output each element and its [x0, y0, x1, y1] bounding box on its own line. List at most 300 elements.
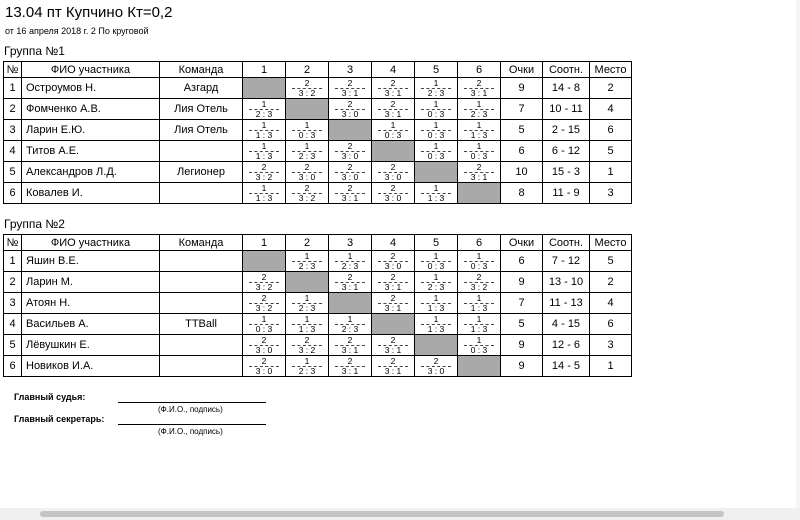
match-score: [243, 315, 285, 334]
points-total: 10: [501, 162, 543, 183]
match-result-cell: [372, 356, 415, 377]
match-result-cell: [458, 272, 501, 293]
match-sets: 3 : 0: [378, 261, 408, 271]
match-result-cell: [329, 78, 372, 99]
match-sets: 0 : 3: [421, 130, 451, 140]
match-score: [286, 79, 328, 98]
match-result-cell: [372, 293, 415, 314]
match-score: [243, 184, 285, 203]
set-ratio: 15 - 3: [543, 162, 590, 183]
match-sets: 0 : 3: [421, 261, 451, 271]
match-points: 2: [476, 271, 482, 282]
match-result-cell: [372, 162, 415, 183]
match-result-cell: [329, 272, 372, 293]
match-result-cell: [329, 314, 372, 335]
set-ratio: 11 - 13: [543, 293, 590, 314]
match-points: 2: [347, 77, 353, 88]
points-total: 8: [501, 183, 543, 204]
final-place: 4: [590, 99, 632, 120]
match-sets: 3 : 1: [378, 88, 408, 98]
match-sets: 3 : 1: [335, 345, 365, 355]
match-points: 1: [304, 292, 310, 303]
match-score: [286, 142, 328, 161]
match-result-cell: [329, 335, 372, 356]
match-score: [415, 79, 457, 98]
match-sets: 3 : 1: [378, 109, 408, 119]
column-header: 3: [329, 235, 372, 251]
match-score: [372, 357, 414, 376]
self-match-cell: [372, 141, 415, 162]
match-result-cell: [286, 293, 329, 314]
set-ratio: 6 - 12: [543, 141, 590, 162]
match-sets: 0 : 3: [421, 109, 451, 119]
participant-name: Титов А.Е.: [22, 141, 160, 162]
match-score: [243, 273, 285, 292]
set-ratio: 12 - 6: [543, 335, 590, 356]
match-result-cell: [415, 293, 458, 314]
self-match-cell: [243, 78, 286, 99]
match-result-cell: [243, 162, 286, 183]
row-number: 1: [4, 251, 22, 272]
match-points: 1: [433, 271, 439, 282]
match-result-cell: [415, 314, 458, 335]
table-row: [4, 314, 632, 335]
match-result-cell: [372, 251, 415, 272]
match-result-cell: [329, 183, 372, 204]
horizontal-scrollbar-thumb[interactable]: [40, 511, 724, 517]
column-header: Место: [590, 62, 632, 78]
points-total: 9: [501, 78, 543, 99]
self-match-cell: [329, 293, 372, 314]
match-result-cell: [286, 162, 329, 183]
match-result-cell: [243, 335, 286, 356]
match-sets: 2 : 3: [292, 303, 322, 313]
match-score: [372, 273, 414, 292]
table-row: [4, 356, 632, 377]
match-score: [286, 315, 328, 334]
team-name: TTBall: [160, 314, 243, 335]
match-score: [415, 357, 457, 376]
match-score: [458, 163, 500, 182]
column-header: Очки: [501, 235, 543, 251]
match-sets: 3 : 2: [249, 172, 279, 182]
final-place: 1: [590, 356, 632, 377]
secretary-signature-line: [118, 424, 266, 425]
match-sets: 3 : 0: [249, 366, 279, 376]
match-score: [458, 142, 500, 161]
match-result-cell: [415, 120, 458, 141]
match-points: 1: [347, 250, 353, 261]
match-sets: 3 : 2: [292, 345, 322, 355]
match-result-cell: [415, 272, 458, 293]
match-score: [372, 294, 414, 313]
points-total: 7: [501, 293, 543, 314]
match-sets: 3 : 2: [292, 88, 322, 98]
final-place: 6: [590, 314, 632, 335]
match-result-cell: [243, 356, 286, 377]
self-match-cell: [458, 183, 501, 204]
match-score: [329, 273, 371, 292]
team-name: [160, 141, 243, 162]
match-points: 1: [261, 98, 267, 109]
match-score: [458, 79, 500, 98]
match-points: 1: [476, 98, 482, 109]
table-row: [4, 183, 632, 204]
match-sets: 3 : 1: [378, 303, 408, 313]
match-result-cell: [286, 356, 329, 377]
page-title: 13.04 пт Купчино Кт=0,2: [5, 4, 173, 21]
match-result-cell: [243, 141, 286, 162]
row-number: 1: [4, 78, 22, 99]
match-result-cell: [372, 335, 415, 356]
match-score: [458, 121, 500, 140]
match-result-cell: [458, 78, 501, 99]
set-ratio: 13 - 10: [543, 272, 590, 293]
match-sets: 1 : 3: [421, 193, 451, 203]
match-sets: 1 : 3: [464, 303, 494, 313]
match-points: 1: [304, 355, 310, 366]
match-result-cell: [286, 251, 329, 272]
match-points: 2: [390, 182, 396, 193]
self-match-cell: [458, 356, 501, 377]
match-sets: 3 : 1: [464, 88, 494, 98]
row-number: 3: [4, 293, 22, 314]
header-row: [4, 235, 632, 251]
match-points: 1: [433, 119, 439, 130]
column-header: ФИО участника: [22, 235, 160, 251]
table-row: [4, 293, 632, 314]
match-result-cell: [415, 141, 458, 162]
column-header: Команда: [160, 235, 243, 251]
match-sets: 3 : 0: [335, 172, 365, 182]
match-points: 2: [476, 77, 482, 88]
match-score: [329, 184, 371, 203]
match-sets: 2 : 3: [335, 261, 365, 271]
secretary-hint: (Ф.И.О., подпись): [158, 427, 223, 436]
match-score: [372, 336, 414, 355]
column-header: Очки: [501, 62, 543, 78]
match-points: 2: [304, 77, 310, 88]
match-score: [458, 252, 500, 271]
column-header: 1: [243, 62, 286, 78]
team-name: [160, 251, 243, 272]
match-result-cell: [415, 183, 458, 204]
match-result-cell: [415, 356, 458, 377]
match-points: 1: [433, 98, 439, 109]
match-result-cell: [372, 120, 415, 141]
match-sets: 3 : 0: [335, 151, 365, 161]
set-ratio: 4 - 15: [543, 314, 590, 335]
match-points: 1: [433, 250, 439, 261]
row-number: 6: [4, 356, 22, 377]
match-points: 2: [390, 250, 396, 261]
column-header: Команда: [160, 62, 243, 78]
self-match-cell: [286, 272, 329, 293]
match-points: 1: [433, 77, 439, 88]
match-sets: 3 : 2: [249, 282, 279, 292]
match-result-cell: [458, 335, 501, 356]
match-points: 2: [304, 334, 310, 345]
match-score: [415, 315, 457, 334]
match-points: 2: [390, 355, 396, 366]
match-result-cell: [286, 314, 329, 335]
participant-name: Новиков И.А.: [22, 356, 160, 377]
match-points: 1: [304, 313, 310, 324]
match-score: [415, 252, 457, 271]
match-sets: 1 : 3: [421, 324, 451, 334]
header-row: [4, 62, 632, 78]
row-number: 6: [4, 183, 22, 204]
match-score: [372, 184, 414, 203]
match-sets: 0 : 3: [292, 130, 322, 140]
match-points: 2: [261, 334, 267, 345]
match-points: 2: [304, 161, 310, 172]
match-points: 1: [433, 292, 439, 303]
match-points: 2: [347, 98, 353, 109]
match-score: [286, 184, 328, 203]
match-score: [458, 294, 500, 313]
match-score: [329, 142, 371, 161]
table-row: [4, 251, 632, 272]
match-result-cell: [458, 251, 501, 272]
match-score: [329, 252, 371, 271]
match-score: [243, 100, 285, 119]
final-place: 3: [590, 183, 632, 204]
column-header: 1: [243, 235, 286, 251]
vertical-scrollbar[interactable]: [796, 0, 800, 508]
match-points: 1: [261, 182, 267, 193]
set-ratio: 10 - 11: [543, 99, 590, 120]
match-points: 2: [347, 161, 353, 172]
match-points: 1: [433, 140, 439, 151]
match-sets: 1 : 3: [249, 130, 279, 140]
participant-name: Ларин М.: [22, 272, 160, 293]
match-sets: 1 : 3: [464, 130, 494, 140]
points-total: 5: [501, 120, 543, 141]
match-sets: 3 : 2: [292, 193, 322, 203]
match-points: 1: [304, 119, 310, 130]
match-score: [243, 142, 285, 161]
match-points: 2: [433, 355, 439, 366]
points-total: 6: [501, 251, 543, 272]
team-name: Лия Отель: [160, 120, 243, 141]
match-score: [372, 252, 414, 271]
match-result-cell: [243, 183, 286, 204]
match-sets: 3 : 1: [335, 88, 365, 98]
match-score: [415, 100, 457, 119]
self-match-cell: [415, 162, 458, 183]
match-points: 2: [347, 271, 353, 282]
final-place: 5: [590, 141, 632, 162]
match-result-cell: [458, 120, 501, 141]
column-header: 4: [372, 235, 415, 251]
match-result-cell: [415, 99, 458, 120]
points-total: 9: [501, 335, 543, 356]
match-result-cell: [458, 314, 501, 335]
match-points: 2: [347, 355, 353, 366]
match-points: 1: [476, 313, 482, 324]
match-sets: 1 : 3: [421, 303, 451, 313]
match-sets: 3 : 1: [378, 345, 408, 355]
match-score: [286, 163, 328, 182]
match-sets: 0 : 3: [464, 151, 494, 161]
group-1-title: Группа №1: [4, 44, 65, 58]
final-place: 2: [590, 272, 632, 293]
column-header: 3: [329, 62, 372, 78]
match-sets: 2 : 3: [421, 282, 451, 292]
match-points: 2: [390, 271, 396, 282]
match-score: [458, 273, 500, 292]
match-result-cell: [372, 183, 415, 204]
match-sets: 3 : 0: [421, 366, 451, 376]
match-points: 1: [347, 313, 353, 324]
final-place: 5: [590, 251, 632, 272]
match-result-cell: [329, 162, 372, 183]
judge-signature-line: [118, 402, 266, 403]
match-points: 2: [347, 140, 353, 151]
match-result-cell: [329, 251, 372, 272]
match-points: 2: [347, 334, 353, 345]
row-number: 5: [4, 162, 22, 183]
row-number: 4: [4, 141, 22, 162]
match-points: 1: [476, 140, 482, 151]
match-sets: 2 : 3: [249, 109, 279, 119]
match-score: [243, 357, 285, 376]
match-points: 2: [390, 292, 396, 303]
table-row: [4, 141, 632, 162]
match-result-cell: [458, 99, 501, 120]
match-points: 2: [261, 271, 267, 282]
match-sets: 3 : 1: [335, 193, 365, 203]
secretary-label: Главный секретарь:: [14, 414, 105, 424]
match-result-cell: [286, 141, 329, 162]
match-score: [243, 294, 285, 313]
match-sets: 1 : 3: [249, 151, 279, 161]
match-score: [415, 273, 457, 292]
match-sets: 2 : 3: [464, 109, 494, 119]
team-name: [160, 183, 243, 204]
match-points: 1: [476, 119, 482, 130]
match-points: 1: [433, 313, 439, 324]
match-result-cell: [243, 314, 286, 335]
match-points: 2: [390, 334, 396, 345]
match-result-cell: [286, 335, 329, 356]
participant-name: Александров Л.Д.: [22, 162, 160, 183]
match-result-cell: [243, 99, 286, 120]
match-points: 2: [261, 355, 267, 366]
match-score: [458, 100, 500, 119]
group-2-title: Группа №2: [4, 217, 65, 231]
set-ratio: 2 - 15: [543, 120, 590, 141]
self-match-cell: [372, 314, 415, 335]
participant-name: Ковалев И.: [22, 183, 160, 204]
match-points: 1: [304, 250, 310, 261]
match-points: 2: [390, 98, 396, 109]
match-score: [286, 121, 328, 140]
points-total: 9: [501, 272, 543, 293]
match-score: [329, 100, 371, 119]
match-sets: 1 : 3: [249, 193, 279, 203]
match-score: [372, 79, 414, 98]
match-sets: 3 : 1: [378, 282, 408, 292]
match-points: 1: [304, 140, 310, 151]
match-result-cell: [329, 141, 372, 162]
set-ratio: 14 - 8: [543, 78, 590, 99]
group-1-table: [3, 61, 632, 204]
match-score: [286, 357, 328, 376]
match-points: 2: [476, 161, 482, 172]
match-points: 1: [476, 292, 482, 303]
match-points: 1: [390, 119, 396, 130]
page-subtitle: от 16 апреля 2018 г. 2 По круговой: [5, 26, 149, 36]
match-result-cell: [329, 356, 372, 377]
match-sets: 3 : 1: [464, 172, 494, 182]
participant-name: Атоян Н.: [22, 293, 160, 314]
final-place: 1: [590, 162, 632, 183]
final-place: 6: [590, 120, 632, 141]
match-sets: 3 : 0: [249, 345, 279, 355]
match-score: [329, 357, 371, 376]
final-place: 4: [590, 293, 632, 314]
match-sets: 0 : 3: [464, 345, 494, 355]
points-total: 6: [501, 141, 543, 162]
match-sets: 2 : 3: [292, 261, 322, 271]
match-result-cell: [286, 78, 329, 99]
match-sets: 3 : 1: [378, 366, 408, 376]
group-2-table: [3, 234, 632, 377]
participant-name: Фомченко А.В.: [22, 99, 160, 120]
match-points: 2: [261, 161, 267, 172]
row-number: 3: [4, 120, 22, 141]
match-result-cell: [415, 251, 458, 272]
match-sets: 2 : 3: [292, 151, 322, 161]
self-match-cell: [415, 335, 458, 356]
match-sets: 0 : 3: [421, 151, 451, 161]
match-score: [372, 100, 414, 119]
team-name: Лия Отель: [160, 99, 243, 120]
match-points: 1: [261, 140, 267, 151]
match-result-cell: [243, 272, 286, 293]
match-result-cell: [243, 120, 286, 141]
match-score: [329, 315, 371, 334]
table-row: [4, 272, 632, 293]
match-score: [458, 336, 500, 355]
match-result-cell: [372, 272, 415, 293]
match-score: [286, 294, 328, 313]
match-result-cell: [458, 162, 501, 183]
match-score: [243, 336, 285, 355]
final-place: 2: [590, 78, 632, 99]
column-header: Соотн.: [543, 62, 590, 78]
judge-label: Главный судья:: [14, 392, 86, 402]
set-ratio: 11 - 9: [543, 183, 590, 204]
participant-name: Ларин Е.Ю.: [22, 120, 160, 141]
match-points: 1: [476, 250, 482, 261]
row-number: 5: [4, 335, 22, 356]
column-header: Соотн.: [543, 235, 590, 251]
set-ratio: 7 - 12: [543, 251, 590, 272]
column-header: 5: [415, 62, 458, 78]
table-row: [4, 78, 632, 99]
match-sets: 3 : 2: [249, 303, 279, 313]
match-points: 1: [433, 182, 439, 193]
match-sets: 3 : 0: [378, 172, 408, 182]
participant-name: Лёвушкин Е.: [22, 335, 160, 356]
column-header: Место: [590, 235, 632, 251]
match-score: [286, 252, 328, 271]
team-name: [160, 272, 243, 293]
match-sets: 0 : 3: [249, 324, 279, 334]
